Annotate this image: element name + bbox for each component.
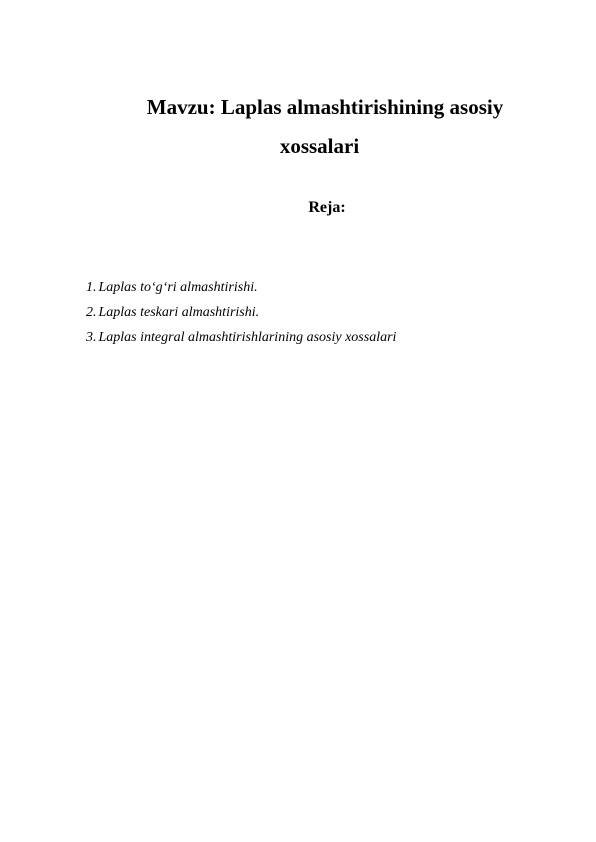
plan-list bbox=[86, 275, 396, 350]
plan-item bbox=[86, 325, 396, 350]
plan-item bbox=[86, 275, 396, 300]
document-title-line-1: Mavzu: Laplas almashtirishining asosiy bbox=[146, 95, 504, 119]
plan-item-number: 2. bbox=[86, 305, 97, 320]
plan-item-text: Laplas integral almashtirishlarining asosiy xossalari bbox=[98, 330, 397, 345]
plan-item-text: Laplas teskari almashtirishi. bbox=[98, 305, 260, 320]
document-title-line-2: xossalari bbox=[279, 134, 360, 158]
plan-item-text: Laplas to‘g‘ri almashtirishi. bbox=[98, 280, 258, 295]
plan-item bbox=[86, 300, 396, 325]
plan-heading: Reja: bbox=[308, 199, 346, 216]
plan-item-number: 1. bbox=[86, 280, 97, 295]
plan-item-number: 3. bbox=[86, 330, 97, 345]
